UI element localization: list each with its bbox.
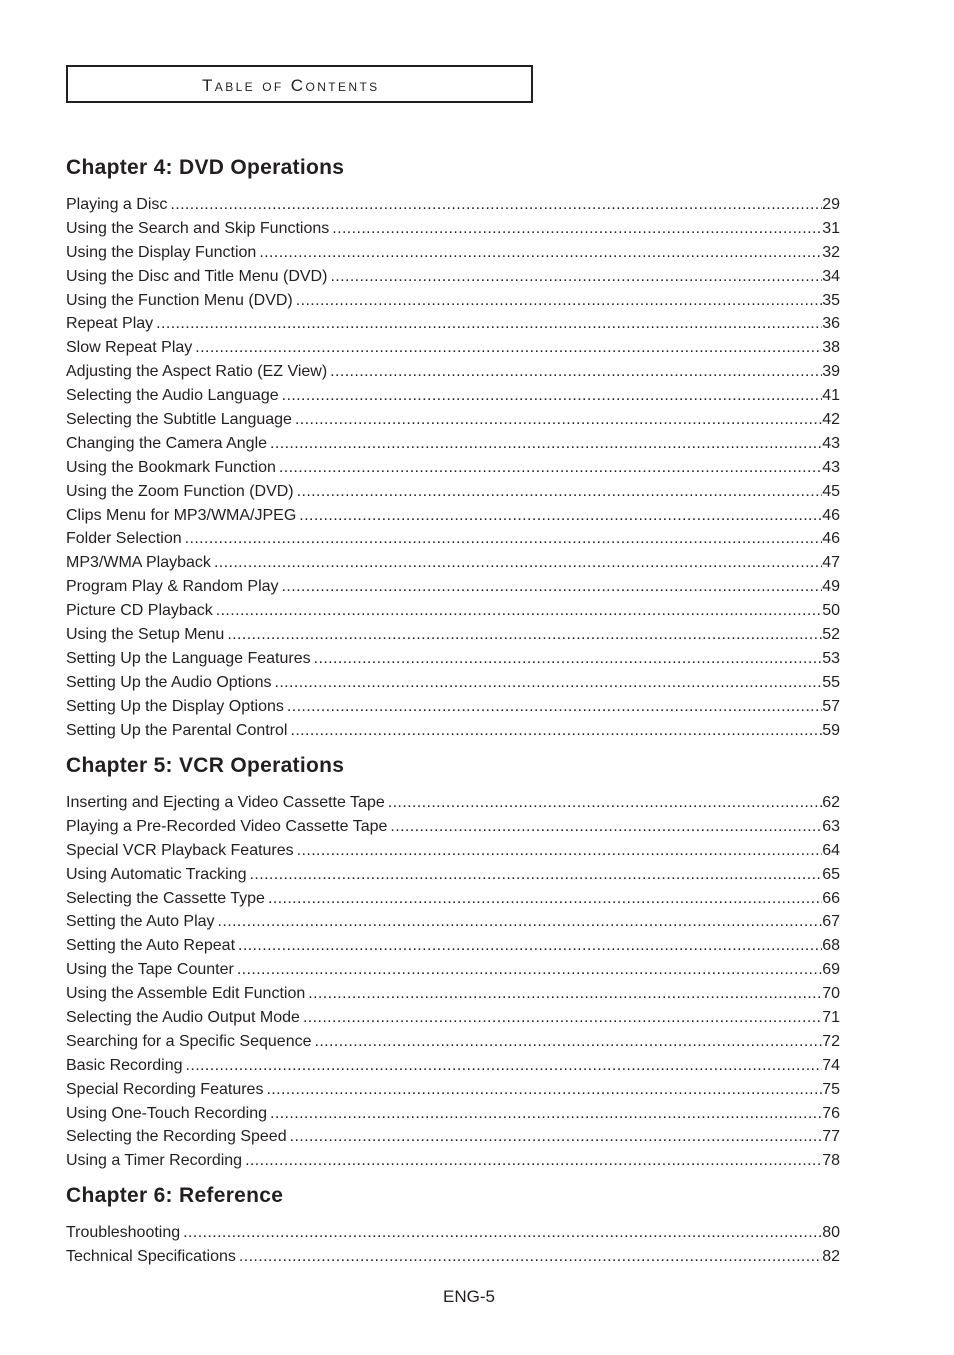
toc-entry <box>66 1078 840 1102</box>
toc-entry-page-number: 46 <box>822 506 840 524</box>
toc-entry-label: Special Recording Features <box>66 1080 264 1098</box>
chapter-6-section <box>66 1178 840 1269</box>
toc-entry <box>66 958 840 982</box>
dot-leader <box>186 1054 823 1078</box>
dot-leader <box>332 217 822 241</box>
toc-entry-label: Selecting the Audio Language <box>66 387 279 405</box>
dot-leader <box>290 719 822 743</box>
toc-entry-page-number: 36 <box>822 315 840 333</box>
toc-entry-label: Using the Search and Skip Functions <box>66 219 330 237</box>
dot-leader <box>303 1006 822 1030</box>
toc-entry-label: Adjusting the Aspect Ratio (EZ View) <box>66 363 328 381</box>
chapter-title: Chapter 4: DVD Operations <box>66 156 345 179</box>
toc-entry-label: Using the Bookmark Function <box>66 458 276 476</box>
toc-entry <box>66 623 840 647</box>
dot-leader <box>330 360 822 384</box>
toc-entry-label: Clips Menu for MP3/WMA/JPEG <box>66 506 297 524</box>
toc-entry <box>66 934 840 958</box>
toc-entry-label: Using the Display Function <box>66 243 257 261</box>
dot-leader <box>268 887 822 911</box>
toc-entry-page-number: 69 <box>822 961 840 979</box>
toc-entry-label: Using the Zoom Function (DVD) <box>66 482 294 500</box>
toc-entry-label: Using the Disc and Title Menu (DVD) <box>66 267 328 285</box>
toc-entry-page-number: 53 <box>822 649 840 667</box>
toc-entry-page-number: 38 <box>822 339 840 357</box>
toc-entry <box>66 456 840 480</box>
toc-entry-page-number: 62 <box>822 794 840 811</box>
dot-leader <box>183 1221 822 1245</box>
dot-leader <box>218 910 823 934</box>
dot-leader <box>388 791 822 815</box>
toc-entry-page-number: 41 <box>822 387 840 405</box>
toc-entry-label: Using the Setup Menu <box>66 626 225 644</box>
toc-entry-list <box>66 193 840 742</box>
dot-leader <box>287 695 822 719</box>
toc-entry-list <box>66 1221 840 1269</box>
toc-entry-label: Selecting the Audio Output Mode <box>66 1009 300 1027</box>
toc-entry-label: Technical Specifications <box>66 1247 236 1265</box>
toc-entry-label: Program Play & Random Play <box>66 578 279 596</box>
toc-entry <box>66 504 840 528</box>
toc-entry <box>66 1149 840 1173</box>
dot-leader <box>297 480 823 504</box>
toc-entry-page-number: 74 <box>822 1056 840 1074</box>
chapter-4-section <box>66 150 840 742</box>
toc-entry <box>66 527 840 551</box>
toc-entry-label: Selecting the Subtitle Language <box>66 411 292 429</box>
toc-entry <box>66 312 840 336</box>
chapter-5-section <box>66 748 840 1173</box>
toc-entry <box>66 599 840 623</box>
toc-entry <box>66 863 840 887</box>
toc-entry-label: Setting the Auto Repeat <box>66 937 236 955</box>
toc-entry-page-number: 68 <box>822 937 840 955</box>
toc-entry-page-number: 65 <box>822 865 840 883</box>
toc-entry-label: Playing a Disc <box>66 196 168 213</box>
toc-entry-page-number: 59 <box>822 721 840 739</box>
dot-leader <box>282 575 823 599</box>
toc-entry-page-number: 29 <box>822 196 840 213</box>
toc-entry-page-number: 43 <box>822 434 840 452</box>
toc-entry <box>66 289 840 313</box>
dot-leader <box>279 456 822 480</box>
toc-entry-page-number: 43 <box>822 458 840 476</box>
toc-entry-label: Setting Up the Display Options <box>66 697 284 715</box>
toc-entry-page-number: 55 <box>822 673 840 691</box>
toc-entry-label: Setting Up the Audio Options <box>66 673 272 691</box>
dot-leader <box>390 815 822 839</box>
toc-entry <box>66 480 840 504</box>
toc-entry-page-number: 31 <box>822 219 840 237</box>
page-number-footer: ENG-5 <box>443 1287 495 1306</box>
toc-entry-page-number: 67 <box>822 913 840 931</box>
toc-entry-page-number: 78 <box>822 1152 840 1170</box>
toc-entry-label: Using Automatic Tracking <box>66 865 247 883</box>
toc-entry <box>66 432 840 456</box>
toc-entry-page-number: 57 <box>822 697 840 715</box>
toc-entry-label: Picture CD Playback <box>66 602 213 620</box>
toc-entry-label: Repeat Play <box>66 315 154 333</box>
toc-entry-page-number: 77 <box>822 1128 840 1146</box>
toc-entry <box>66 575 840 599</box>
toc-entry <box>66 671 840 695</box>
dot-leader <box>245 1149 822 1173</box>
toc-entry-page-number: 82 <box>822 1247 840 1265</box>
toc-entry-label: Troubleshooting <box>66 1224 181 1241</box>
toc-entry-label: Inserting and Ejecting a Video Cassette Tape <box>66 794 385 811</box>
dot-leader <box>270 1102 822 1126</box>
toc-entry-label: Playing a Pre-Recorded Video Cassette Tape <box>66 817 388 835</box>
toc-entry <box>66 193 840 217</box>
toc-entry-label: Using One-Touch Recording <box>66 1104 267 1122</box>
toc-entry <box>66 1006 840 1030</box>
dot-leader <box>170 193 822 217</box>
dot-leader <box>270 432 822 456</box>
toc-entry-page-number: 75 <box>822 1080 840 1098</box>
toc-entry-label: Selecting the Recording Speed <box>66 1128 287 1146</box>
dot-leader <box>308 982 822 1006</box>
toc-entry-label: Setting Up the Parental Control <box>66 721 288 739</box>
toc-entry <box>66 1125 840 1149</box>
dot-leader <box>214 551 822 575</box>
toc-entry <box>66 384 840 408</box>
toc-entry-page-number: 76 <box>822 1104 840 1122</box>
toc-entry-label: Selecting the Cassette Type <box>66 889 265 907</box>
toc-entry-page-number: 45 <box>822 482 840 500</box>
dot-leader <box>185 527 823 551</box>
toc-entry <box>66 982 840 1006</box>
dot-leader <box>239 1245 822 1269</box>
toc-entry-label: Folder Selection <box>66 530 182 548</box>
toc-entry <box>66 408 840 432</box>
toc-entry-page-number: 39 <box>822 363 840 381</box>
toc-entry-page-number: 34 <box>822 267 840 285</box>
toc-entry <box>66 719 840 743</box>
toc-entry-page-number: 66 <box>822 889 840 907</box>
toc-entry-page-number: 71 <box>822 1009 840 1027</box>
toc-entry-label: Setting the Auto Play <box>66 913 215 931</box>
toc-entry-page-number: 32 <box>822 243 840 261</box>
chapter-title: Chapter 5: VCR Operations <box>66 754 345 777</box>
toc-entry-page-number: 52 <box>822 626 840 644</box>
dot-leader <box>227 623 822 647</box>
toc-entry-label: Searching for a Specific Sequence <box>66 1032 312 1050</box>
toc-entry <box>66 336 840 360</box>
dot-leader <box>195 336 822 360</box>
dot-leader <box>330 265 822 289</box>
toc-entry-label: Slow Repeat Play <box>66 339 193 357</box>
chapter-title: Chapter 6: Reference <box>66 1184 284 1207</box>
dot-leader <box>237 958 822 982</box>
toc-entry-page-number: 50 <box>822 602 840 620</box>
toc-entry-label: Using the Tape Counter <box>66 961 234 979</box>
dot-leader <box>295 408 822 432</box>
toc-entry-page-number: 49 <box>822 578 840 596</box>
dot-leader <box>299 504 822 528</box>
toc-entry <box>66 1054 840 1078</box>
toc-entry-page-number: 42 <box>822 411 840 429</box>
toc-entry <box>66 551 840 575</box>
toc-entry-page-number: 80 <box>822 1224 840 1241</box>
toc-entry <box>66 695 840 719</box>
dot-leader <box>297 839 823 863</box>
toc-entry <box>66 1245 840 1269</box>
toc-header-box <box>66 65 533 103</box>
toc-entry-page-number: 72 <box>822 1032 840 1050</box>
toc-entry-page-number: 46 <box>822 530 840 548</box>
toc-entry-label: Special VCR Playback Features <box>66 841 294 859</box>
dot-leader <box>156 312 822 336</box>
toc-entry-page-number: 35 <box>822 291 840 309</box>
dot-leader <box>266 1078 822 1102</box>
toc-entry <box>66 839 840 863</box>
toc-entry-list <box>66 791 840 1173</box>
toc-entry-label: Basic Recording <box>66 1056 183 1074</box>
toc-entry-label: Using the Assemble Edit Function <box>66 985 306 1003</box>
dot-leader <box>290 1125 823 1149</box>
dot-leader <box>282 384 823 408</box>
toc-entry <box>66 887 840 911</box>
toc-entry <box>66 815 840 839</box>
toc-entry <box>66 265 840 289</box>
toc-entry-label: Using a Timer Recording <box>66 1152 243 1170</box>
toc-entry-label: Using the Function Menu (DVD) <box>66 291 293 309</box>
toc-entry <box>66 241 840 265</box>
dot-leader <box>238 934 822 958</box>
toc-entry-label: Setting Up the Language Features <box>66 649 311 667</box>
toc-entry-page-number: 70 <box>822 985 840 1003</box>
toc-entry <box>66 791 840 815</box>
dot-leader <box>259 241 822 265</box>
toc-entry <box>66 1221 840 1245</box>
toc-entry <box>66 217 840 241</box>
toc-entry <box>66 360 840 384</box>
toc-header-title: Table of Contents <box>202 76 380 95</box>
dot-leader <box>296 289 822 313</box>
dot-leader <box>314 1030 822 1054</box>
dot-leader <box>250 863 823 887</box>
toc-entry <box>66 1030 840 1054</box>
toc-entry <box>66 1102 840 1126</box>
toc-entry-page-number: 64 <box>822 841 840 859</box>
dot-leader <box>274 671 822 695</box>
toc-entry-label: MP3/WMA Playback <box>66 554 211 572</box>
dot-leader <box>216 599 822 623</box>
toc-entry <box>66 910 840 934</box>
toc-entry-page-number: 47 <box>822 554 840 572</box>
toc-entry <box>66 647 840 671</box>
toc-entry-page-number: 63 <box>822 817 840 835</box>
toc-entry-label: Changing the Camera Angle <box>66 434 268 452</box>
dot-leader <box>314 647 823 671</box>
